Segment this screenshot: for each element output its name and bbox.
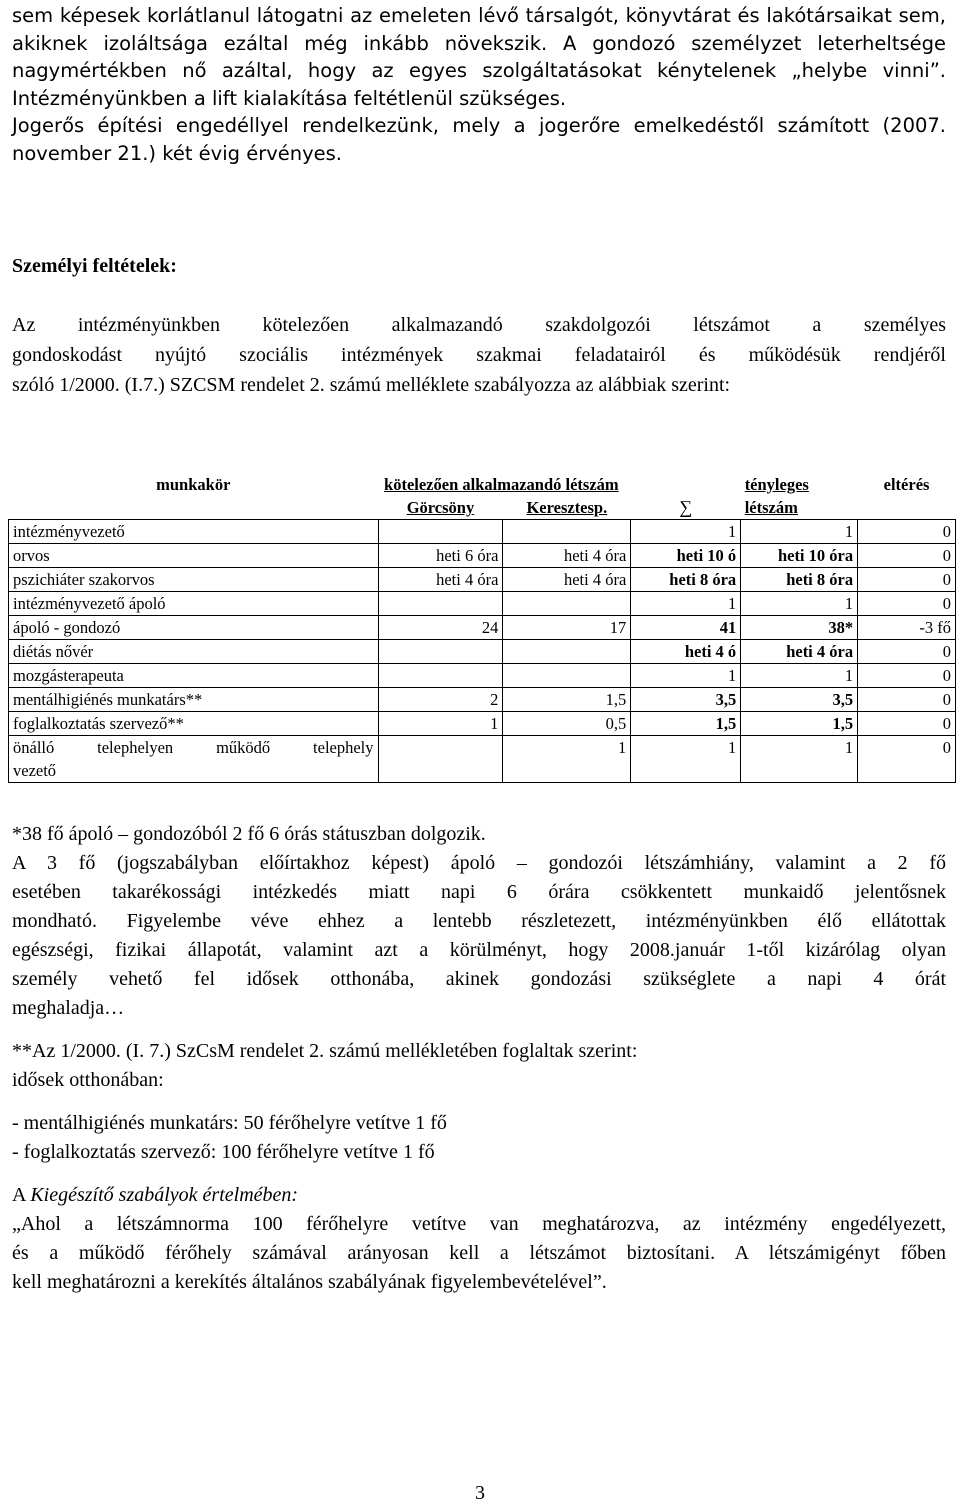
- table-row: [9, 520, 956, 544]
- list-item: - foglalkoztatás szervező: 100 férőhelyre vetítve 1 fő: [12, 1141, 435, 1163]
- row-diff: 0: [858, 568, 956, 592]
- header-diff: eltérés: [883, 475, 930, 494]
- list-item: - mentálhigiénés munkatárs: 50 férőhelyre vetítve 1 fő: [12, 1112, 447, 1134]
- row-sum: heti 4 ó: [631, 640, 741, 664]
- intro-line: sem képesek korlátlanul látogatni az emeleten lévő társalgót, könyvtárat és lakótársaikat sem,: [12, 4, 946, 27]
- row-a: 2: [378, 688, 503, 712]
- row-role: ápoló - gondozó: [9, 616, 379, 640]
- row-sum: 1: [631, 592, 741, 616]
- row-diff: 0: [858, 544, 956, 568]
- note-line: egészségi, fizikai állapotát, valamint azt a körülményt, hogy 2008.január 1-től kizárólag olyan: [12, 939, 946, 961]
- header-sub-gorcsony: Görcsöny: [406, 498, 475, 517]
- regulation-paragraph: [12, 310, 946, 400]
- row-role: mentálhigiénés munkatárs**: [9, 688, 379, 712]
- header-actual-2: létszám: [744, 498, 798, 517]
- rules-italic: Kiegészítő szabályok értelmében:: [30, 1184, 299, 1206]
- row-actual: 1: [741, 664, 858, 688]
- row-actual: heti 4 óra: [741, 640, 858, 664]
- row-a: [378, 640, 503, 664]
- row-diff: 0: [858, 640, 956, 664]
- table-row: [9, 688, 956, 712]
- note-line: személy vehető fel idősek otthonába, akinek gondozási szükséglete a napi 4 órát: [12, 968, 946, 990]
- intro-line: november 21.) két évig érvényes.: [12, 141, 343, 165]
- note-line: A 3 fő (jogszabályban előírtakhoz képest) ápoló – gondozói létszámhiány, valamint a 2 fő: [12, 852, 946, 874]
- row-sum: 1: [631, 520, 741, 544]
- paragraph-line: szóló 1/2000. (I.7.) SZCSM rendelet 2. számú melléklete szabályozza az alábbiak szerint:: [12, 374, 731, 396]
- row-actual: heti 8 óra: [741, 568, 858, 592]
- page-number: 3: [475, 1482, 485, 1504]
- row-a: heti 6 óra: [378, 544, 503, 568]
- intro-line: Jogerős építési engedéllyel rendelkezünk, mely a jogerőre emelkedéstől számított (2007.: [12, 114, 946, 138]
- row-b: heti 4 óra: [503, 568, 631, 592]
- table-row: [9, 616, 956, 640]
- row-sum: 1: [631, 664, 741, 688]
- intro-line: Intézményünkben a lift kialakítása feltétlenül szükséges.: [12, 86, 567, 110]
- row-role: pszichiáter szakorvos: [9, 568, 379, 592]
- row-actual: 3,5: [741, 688, 858, 712]
- table-row: [9, 736, 956, 783]
- table-row: [9, 568, 956, 592]
- table-row: [9, 640, 956, 664]
- row-actual: heti 10 óra: [741, 544, 858, 568]
- row-role: vezető: [13, 761, 57, 780]
- paragraph-line: Az intézményünkben kötelezően alkalmazandó szakdolgozói létszámot a személyes: [12, 314, 946, 336]
- row-b: heti 4 óra: [503, 544, 631, 568]
- row-a: [378, 592, 503, 616]
- row-sum: 1: [631, 736, 741, 783]
- row-sum: heti 8 óra: [631, 568, 741, 592]
- header-actual-1: tényleges: [744, 475, 809, 494]
- row-sum: 3,5: [631, 688, 741, 712]
- row-diff: 0: [858, 664, 956, 688]
- row-b: 17: [503, 616, 631, 640]
- row-role: orvos: [9, 544, 379, 568]
- row-b: 1,5: [503, 688, 631, 712]
- intro-paragraph: [12, 2, 946, 168]
- intro-line: nagymértékben nő azáltal, hogy az egyes szolgáltatásokat kénytelenek „helybe vinni”.: [12, 59, 946, 83]
- row-actual: 1: [741, 592, 858, 616]
- row-sum: 1,5: [631, 712, 741, 736]
- row-a: 1: [378, 712, 503, 736]
- section-heading: Személyi feltételek:: [12, 255, 177, 277]
- row-actual: 38*: [741, 616, 858, 640]
- row-a: [378, 664, 503, 688]
- row-diff: 0: [858, 736, 956, 783]
- table-body: [9, 520, 956, 736]
- row-diff: 0: [858, 688, 956, 712]
- header-sub-keresztesp: Keresztesp.: [526, 498, 608, 517]
- quote-line: és a működő férőhely számával arányosan kell a létszámot biztosítani. A létszámigényt főben: [12, 1242, 946, 1264]
- row-role: intézményvezető: [9, 520, 379, 544]
- intro-line: akiknek izoláltsága ezáltal még inkább növekszik. A gondozó személyzet leterheltsége: [12, 31, 946, 55]
- row-role: önálló telephelyen működő telephely: [13, 738, 374, 757]
- table-row: [9, 664, 956, 688]
- row-actual: 1: [741, 520, 858, 544]
- table-row: [9, 712, 956, 736]
- table-header-row: [9, 473, 956, 496]
- law-reference: **Az 1/2000. (I. 7.) SzCsM rendelet 2. számú mellékletében foglaltak szerint:: [12, 1040, 638, 1062]
- law-reference-2: idősek otthonában:: [12, 1069, 164, 1091]
- note-line: meghaladja…: [12, 997, 125, 1019]
- row-b: 1: [503, 736, 631, 783]
- row-role: intézményvezető ápoló: [9, 592, 379, 616]
- table-row: [9, 592, 956, 616]
- staffing-table: [8, 473, 956, 783]
- row-b: 0,5: [503, 712, 631, 736]
- row-sum: heti 10 ó: [631, 544, 741, 568]
- row-diff: 0: [858, 520, 956, 544]
- quote-line: „Ahol a létszámnorma 100 férőhelyre vetítve van meghatározva, az intézmény engedélyezett,: [12, 1213, 946, 1235]
- row-b: [503, 640, 631, 664]
- row-actual: 1: [741, 736, 858, 783]
- quote-line: kell meghatározni a kerekítés általános szabályának figyelembevételével”.: [12, 1271, 607, 1293]
- row-role: diétás nővér: [9, 640, 379, 664]
- note-line: esetében takarékossági intézkedés miatt napi 6 órára csökkentett munkaidő jelentősnek: [12, 881, 946, 903]
- row-diff: -3 fő: [858, 616, 956, 640]
- row-role: mozgásterapeuta: [9, 664, 379, 688]
- row-b: [503, 520, 631, 544]
- row-diff: 0: [858, 592, 956, 616]
- row-a: [378, 736, 503, 783]
- table-row: [9, 544, 956, 568]
- row-a: heti 4 óra: [378, 568, 503, 592]
- row-b: [503, 592, 631, 616]
- row-diff: 0: [858, 712, 956, 736]
- header-required: kötelezően alkalmazandó létszám: [384, 475, 619, 494]
- row-a: 24: [378, 616, 503, 640]
- footnote: *38 fő ápoló – gondozóból 2 fő 6 órás státuszban dolgozik.: [12, 823, 486, 845]
- header-sub-sum: ∑: [679, 497, 693, 517]
- row-sum: 41: [631, 616, 741, 640]
- row-b: [503, 664, 631, 688]
- rules-intro: A Kiegészítő szabályok értelmében:: [12, 1184, 299, 1206]
- row-a: [378, 520, 503, 544]
- row-actual: 1,5: [741, 712, 858, 736]
- notes-section: [12, 820, 946, 1297]
- note-line: mondható. Figyelembe véve ehhez a lentebb részletezett, intézményünkben élő ellátottak: [12, 910, 946, 932]
- paragraph-line: gondoskodást nyújtó szociális intézmények szakmai feladatairól és működésük rendjéről: [12, 344, 946, 366]
- header-role: munkakör: [156, 475, 231, 494]
- row-role: foglalkoztatás szervező**: [9, 712, 379, 736]
